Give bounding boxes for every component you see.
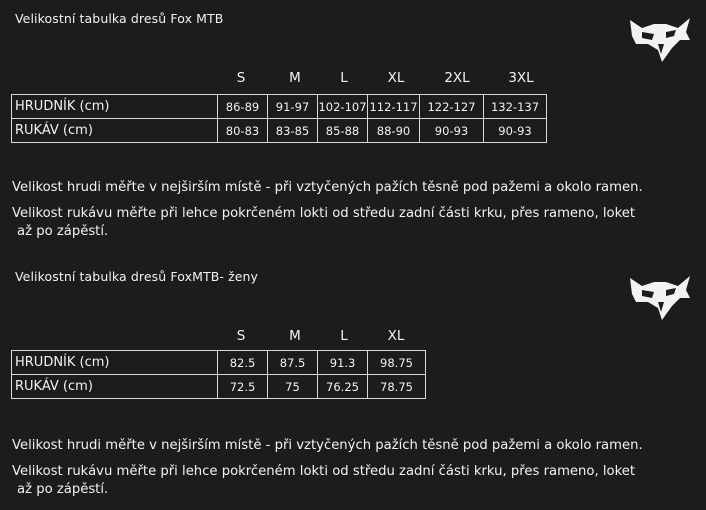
table-cell: 76.25 xyxy=(318,375,368,399)
table-cell: 102-107 xyxy=(318,95,368,119)
table-cell: 72.5 xyxy=(218,375,268,399)
table-cell: 132-137 xyxy=(484,95,547,119)
fox-head-logo-icon xyxy=(628,14,692,66)
table-cell: 112-117 xyxy=(368,95,420,119)
table-row xyxy=(12,119,547,143)
table-cell: 87.5 xyxy=(268,351,318,375)
sleeve-measure-note: Velikost rukávu měřte při lehce pokrčeném lokti od středu zadní části krku, přes rameno, loket xyxy=(12,206,636,221)
table-cell: 91.3 xyxy=(318,351,368,375)
row-label: RUKÁV (cm) xyxy=(12,375,218,399)
table-cell: 78.75 xyxy=(368,375,426,399)
size-header: M xyxy=(289,70,301,86)
size-header: L xyxy=(340,328,348,344)
table-cell: 83-85 xyxy=(268,119,318,143)
women-size-table xyxy=(11,350,426,399)
table-row xyxy=(12,351,426,375)
table-cell: 122-127 xyxy=(420,95,484,119)
men-table-title: Velikostní tabulka dresů Fox MTB xyxy=(15,11,224,26)
sleeve-measure-note-cont: až po zápěstí. xyxy=(17,224,109,239)
size-header: XL xyxy=(387,70,405,86)
table-cell: 85-88 xyxy=(318,119,368,143)
row-label: RUKÁV (cm) xyxy=(12,119,218,143)
table-cell: 86-89 xyxy=(218,95,268,119)
women-table-title: Velikostní tabulka dresů FoxMTB- ženy xyxy=(15,269,259,284)
size-header: S xyxy=(236,328,246,344)
size-header: M xyxy=(289,328,301,344)
table-cell: 75 xyxy=(268,375,318,399)
men-size-table xyxy=(11,94,547,143)
table-cell: 90-93 xyxy=(484,119,547,143)
table-row xyxy=(12,95,547,119)
table-cell: 90-93 xyxy=(420,119,484,143)
sleeve-measure-note-cont: až po zápěstí. xyxy=(17,482,109,497)
row-label: HRUDNÍK (cm) xyxy=(12,95,218,119)
table-cell: 98.75 xyxy=(368,351,426,375)
table-cell: 82.5 xyxy=(218,351,268,375)
sleeve-measure-note: Velikost rukávu měřte při lehce pokrčeném lokti od středu zadní části krku, přes rameno, loket xyxy=(12,464,636,479)
size-header: 2XL xyxy=(444,70,470,86)
table-row xyxy=(12,375,426,399)
chest-measure-note: Velikost hrudi měřte v nejširším místě - při vztyčených pažích těsně pod pažemi a okolo ramen. xyxy=(12,180,643,195)
table-cell: 88-90 xyxy=(368,119,420,143)
fox-head-logo-icon xyxy=(628,272,692,324)
size-header: S xyxy=(236,70,246,86)
table-cell: 80-83 xyxy=(218,119,268,143)
row-label: HRUDNÍK (cm) xyxy=(12,351,218,375)
table-cell: 91-97 xyxy=(268,95,318,119)
size-header: L xyxy=(340,70,348,86)
size-header: XL xyxy=(387,328,405,344)
chest-measure-note: Velikost hrudi měřte v nejširším místě - při vztyčených pažích těsně pod pažemi a okolo ramen. xyxy=(12,438,643,453)
size-header: 3XL xyxy=(508,70,534,86)
